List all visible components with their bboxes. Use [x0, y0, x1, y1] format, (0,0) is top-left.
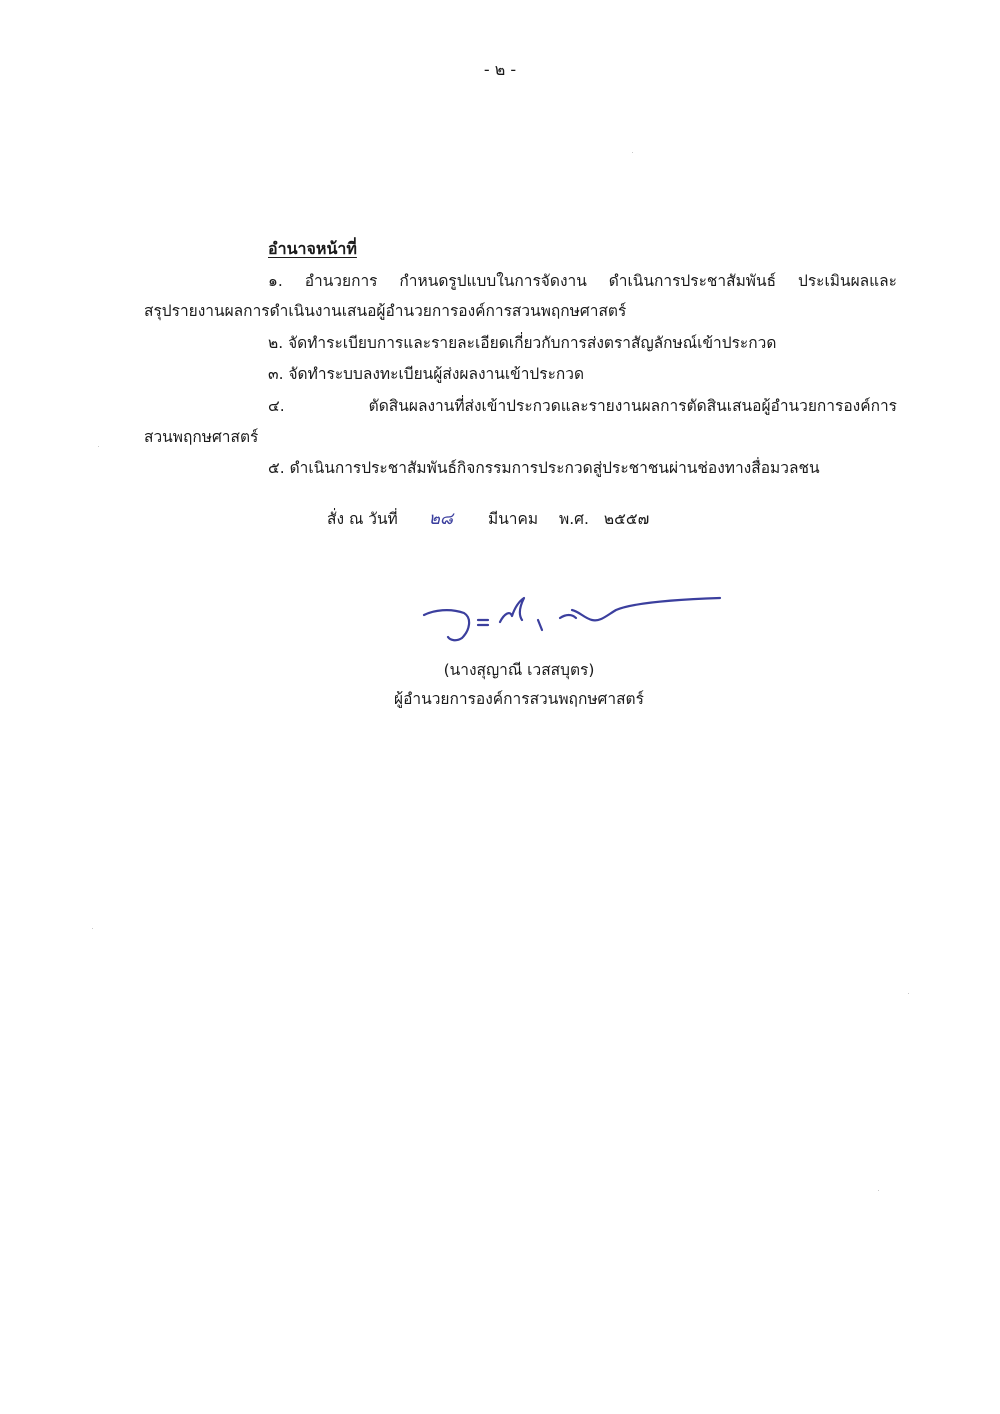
issued-year: ๒๕๕๗ [603, 510, 650, 528]
page-number: - ๒ - [483, 60, 517, 79]
issued-month: มีนาคม [487, 510, 539, 528]
duty-1-line-2: สรุปรายงานผลการดำเนินงานเสนอผู้อำนวยการองค์การสวนพฤกษศาสตร์ [144, 302, 627, 320]
duty-1-line-1: ๑. อำนวยการ กำหนดรูปแบบในการจัดงาน ดำเนินการประชาสัมพันธ์ ประเมินผลและ [268, 272, 897, 290]
issued-day: ๒๘ [428, 509, 454, 529]
signatory-title: ผู้อำนวยการองค์การสวนพฤกษศาสตร์ [394, 690, 644, 708]
scan-speck [908, 993, 909, 994]
issued-date-line [327, 505, 649, 532]
handwritten-signature [420, 580, 730, 650]
scan-speck [878, 1190, 879, 1191]
duty-5: ๕. ดำเนินการประชาสัมพันธ์กิจกรรมการประกวดสู่ประชาชนผ่านช่องทางสื่อมวลชน [268, 459, 820, 477]
duty-4-line-2: สวนพฤกษศาสตร์ [144, 428, 259, 446]
duty-4-line-1: ๔. ตัดสินผลงานที่ส่งเข้าประกวดและรายงานผลการตัดสินเสนอผู้อำนวยการองค์การ [268, 397, 897, 415]
duty-2: ๒. จัดทำระเบียบการและรายละเอียดเกี่ยวกับการส่งตราสัญลักษณ์เข้าประกวด [268, 334, 777, 352]
scan-speck [632, 152, 633, 153]
signatory-name: (นางสุญาณี เวสสบุตร) [443, 661, 595, 679]
duty-3: ๓. จัดทำระบบลงทะเบียนผู้ส่งผลงานเข้าประกวด [268, 365, 585, 383]
scan-speck [92, 928, 93, 929]
section-heading: อำนาจหน้าที่ [268, 239, 357, 258]
scan-speck [98, 446, 99, 447]
issued-era: พ.ศ. [559, 510, 589, 528]
issued-prefix: สั่ง ณ วันที่ [327, 510, 398, 528]
